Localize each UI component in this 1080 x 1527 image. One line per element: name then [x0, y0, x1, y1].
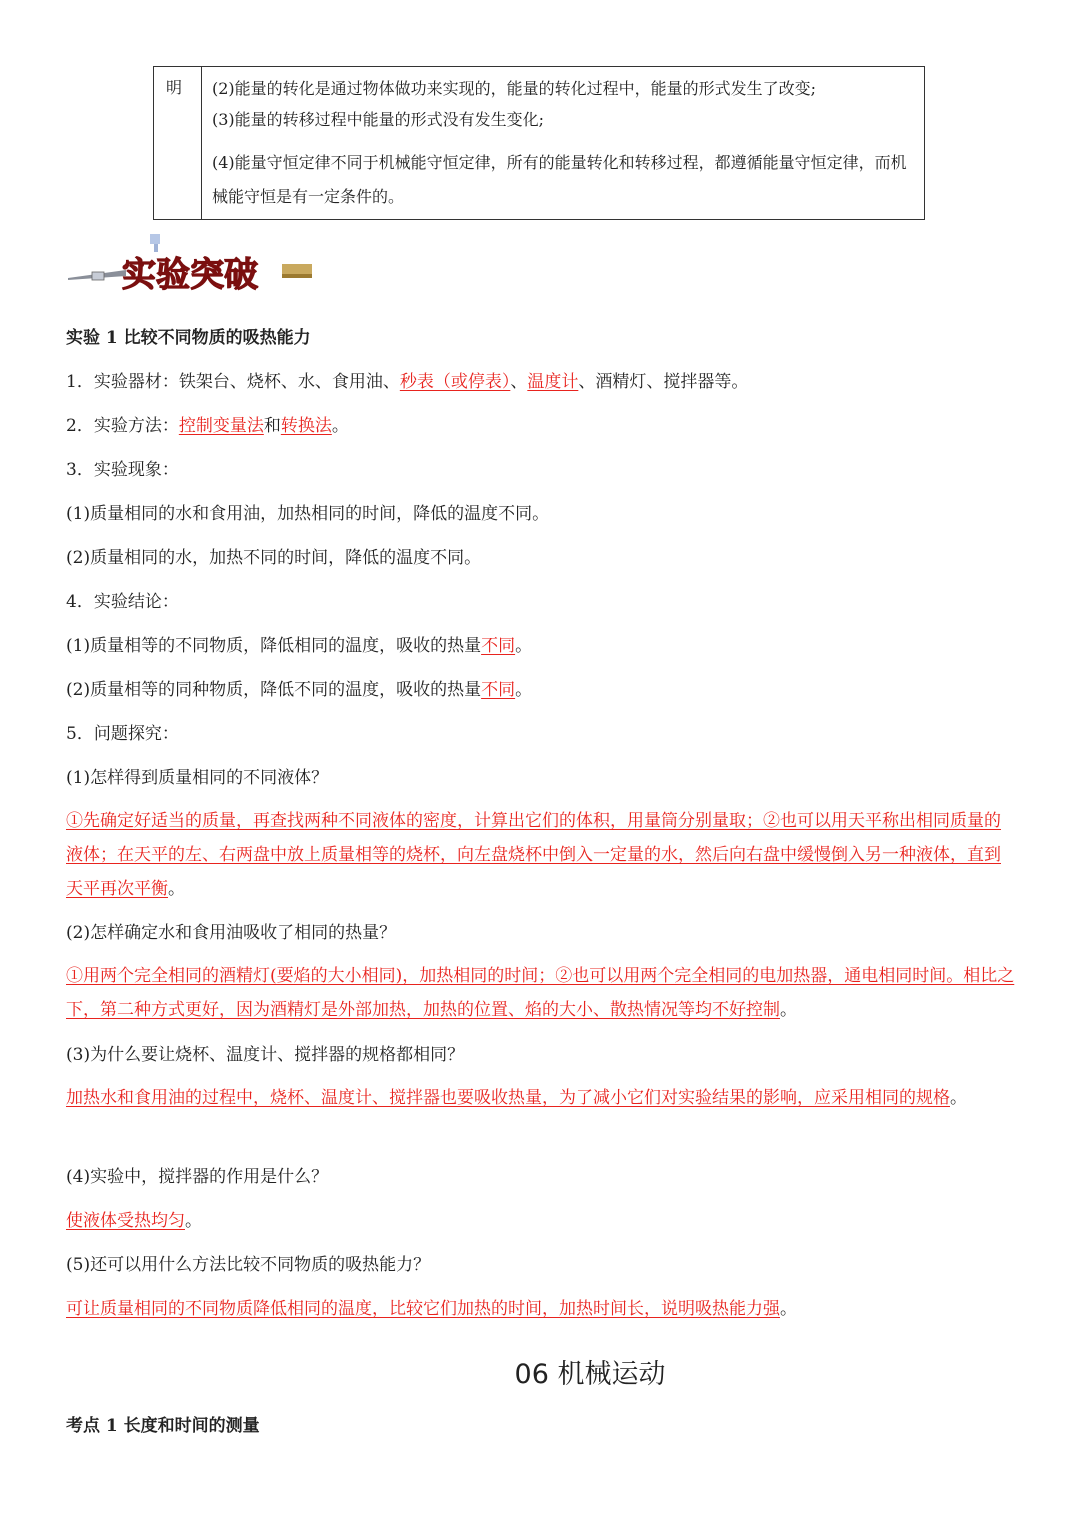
method-line — [66, 411, 349, 436]
answer-text: 温度计 — [527, 372, 579, 392]
text-segment: 。 — [515, 680, 533, 700]
text-segment: 。 — [168, 879, 185, 899]
answer-text: 控制变量法 — [178, 416, 264, 436]
phenomenon-item: (1)质量相同的水和食用油，加热相同的时间，降低的温度不同。 — [66, 504, 550, 524]
answer-text: ①先确定好适当的质量，再查找两种不同液体的密度，计算出它们的体积，用量筒分别量取；②也可以用天平称出相同质量的液体；在天平的左、右两盘中放上质量相等的烧杯，向左盘烧杯中倒入一定量的水，然后向右盘中缓慢倒入另一种液体，直到天平再次平衡 — [66, 811, 1001, 899]
answer-text: 使液体受热均匀 — [66, 1211, 185, 1231]
summary-table — [153, 66, 925, 220]
answer-text: 转换法 — [280, 416, 332, 436]
conclusion-heading: 4．实验结论： — [66, 592, 179, 612]
phenomenon-item: (2)质量相同的水，加热不同的时间，降低的温度不同。 — [66, 548, 482, 568]
conclusion-item — [66, 675, 532, 700]
answer-line — [66, 1294, 797, 1319]
question-item: (2)怎样确定水和食用油吸收了相同的热量？ — [66, 923, 397, 943]
experiment-title: 实验 1 比较不同物质的吸热能力 — [66, 328, 311, 348]
answer-text: 不同 — [481, 680, 516, 700]
text-segment: 、酒精灯、搅拌器等。 — [578, 372, 749, 392]
question-item: (4)实验中，搅拌器的作用是什么？ — [66, 1167, 329, 1187]
text-segment: 和 — [263, 416, 281, 436]
answer-text: ①用两个完全相同的酒精灯(要焰的大小相同)，加热相同的时间；②也可以用两个完全相同的电加热器，通电相同时间。相比之下，第二种方式更好，因为酒精灯是外部加热，加热的位置、焰的大小、散热情况等均不好控制 — [66, 966, 1015, 1020]
text-segment: 。 — [515, 636, 533, 656]
table-row: (4)能量守恒定律不同于机械能守恒定律，所有的能量转化和转移过程，都遵循能量守恒定律，而机械能守恒是有一定条件的。 — [212, 153, 907, 206]
text-segment: 。 — [950, 1088, 967, 1108]
text-segment: (1)质量相等的不同物质，降低相同的温度，吸收的热量 — [66, 636, 482, 656]
inquiry-heading: 5．问题探究： — [66, 724, 179, 744]
answer-text: 加热水和食用油的过程中，烧杯、温度计、搅拌器也要吸收热量，为了减小它们对实验结果的影响，应采用相同的规格 — [66, 1088, 950, 1108]
answer-paragraph — [66, 959, 1016, 1027]
equipment-line — [66, 367, 748, 392]
answer-paragraph — [66, 1081, 1016, 1115]
table-content-cell — [202, 67, 924, 219]
conclusion-item — [66, 631, 532, 656]
chapter-title: 06 机械运动 — [514, 1359, 666, 1390]
question-item: (3)为什么要让烧杯、温度计、搅拌器的规格都相同？ — [66, 1045, 465, 1065]
text-segment: (2)质量相等的同种物质，降低不同的温度，吸收的热量 — [66, 680, 482, 700]
answer-text: 可让质量相同的不同物质降低相同的温度，比较它们加热的时间，加热时间长，说明吸热能力强 — [66, 1299, 780, 1319]
text-segment: 。 — [780, 1000, 797, 1020]
answer-text: 不同 — [481, 636, 516, 656]
answer-line — [66, 1206, 202, 1231]
experiment-banner-icon — [66, 232, 316, 298]
text-segment: 2．实验方法： — [66, 416, 179, 436]
section-title: 考点 1 长度和时间的测量 — [66, 1416, 260, 1436]
answer-text: 秒表（或停表） — [399, 372, 511, 392]
answer-paragraph — [66, 804, 1016, 906]
text-segment: 、 — [510, 372, 528, 392]
question-item: (5)还可以用什么方法比较不同物质的吸热能力？ — [66, 1255, 431, 1275]
banner-text: 实验突破 — [122, 255, 258, 295]
question-item: (1)怎样得到质量相同的不同液体？ — [66, 768, 329, 788]
table-row: (2)能量的转化是通过物体做功来实现的，能量的转化过程中，能量的形式发生了改变; — [212, 79, 817, 98]
text-segment: 。 — [185, 1211, 202, 1231]
text-segment: 。 — [331, 416, 349, 436]
table-header-cell: 明 — [154, 67, 202, 219]
text-segment: 1．实验器材：铁架台、烧杯、水、食用油、 — [66, 372, 400, 392]
table-row: (3)能量的转移过程中能量的形式没有发生变化; — [212, 110, 545, 129]
text-segment: 。 — [780, 1299, 797, 1319]
phenomenon-heading: 3．实验现象： — [66, 460, 179, 480]
